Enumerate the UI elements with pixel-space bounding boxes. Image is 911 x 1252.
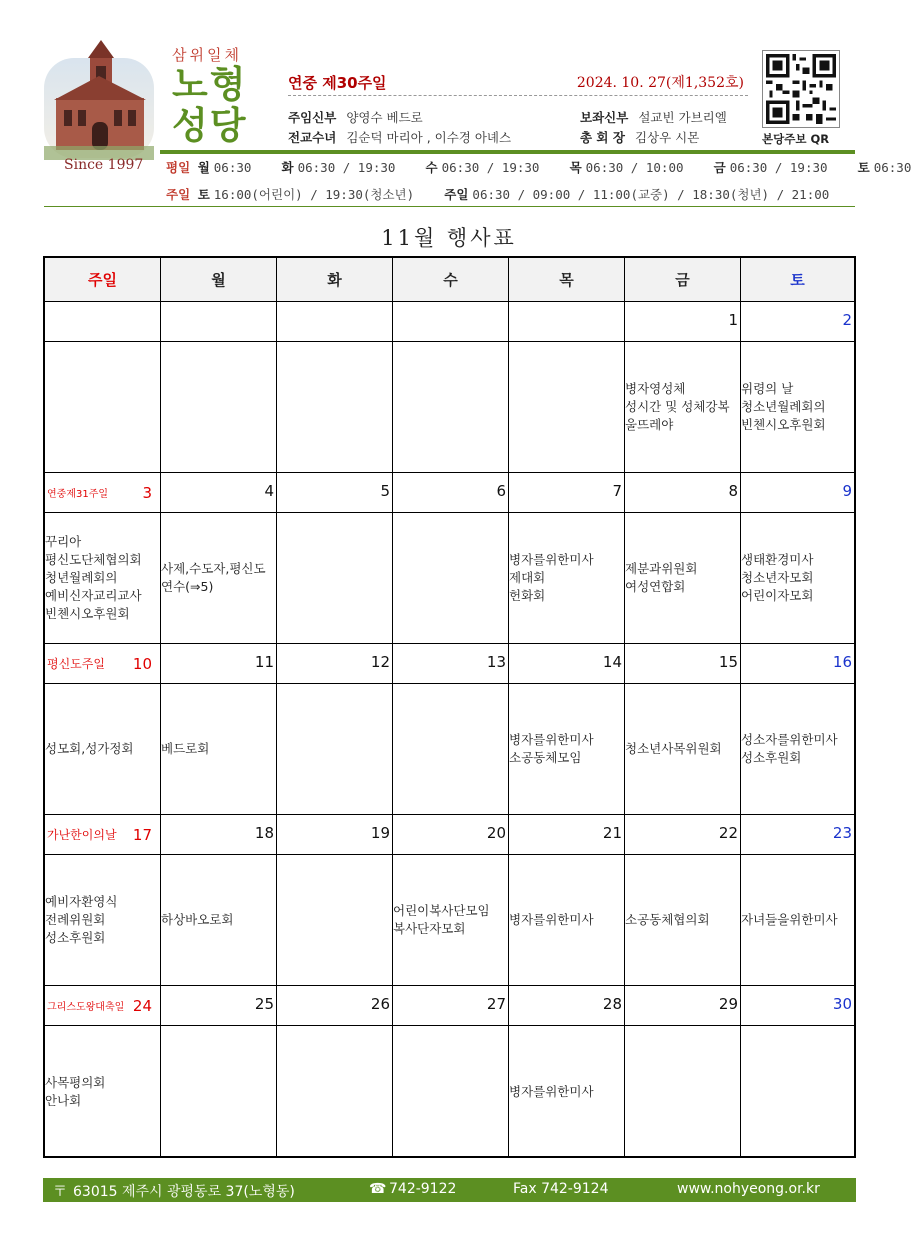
sunday-date-cell[interactable] [45,644,161,684]
day-fri: 금 [713,160,726,175]
date-cell[interactable]: 22 [625,815,741,855]
event-cell[interactable] [277,342,393,473]
event-item: 병자를위한미사 [509,912,594,927]
staff-pastor [288,108,423,126]
event-item: 성소자를위한미사 [741,732,838,747]
event-cell[interactable] [741,855,854,986]
event-item: 하상바오로회 [161,912,234,927]
church-building-icon [44,38,154,164]
date-cell[interactable]: 25 [161,986,277,1026]
event-cell[interactable] [393,513,509,644]
date-cell[interactable]: 19 [277,815,393,855]
event-cell[interactable] [161,1026,277,1157]
date-number: 10 [132,654,152,673]
event-item: 사목평의회 [45,1074,106,1090]
footer-bar [43,1178,856,1202]
event-cell[interactable] [625,684,741,815]
event-item: 헌화회 [509,588,546,603]
date-cell[interactable]: 9 [741,473,854,513]
date-cell[interactable]: 6 [393,473,509,513]
date-cell[interactable]: 1 [625,302,741,342]
postal-mark-icon: 〒 [53,1184,67,1200]
weekday-header-tue: 화 [277,258,393,302]
day-tue: 화 [281,160,294,175]
event-item: 꾸리아 [45,534,82,549]
event-cell[interactable] [509,342,625,473]
event-item: 안나회 [45,1092,82,1108]
date-cell[interactable]: 14 [509,644,625,684]
date-cell[interactable]: 7 [509,473,625,513]
date-cell[interactable]: 18 [161,815,277,855]
date-cell[interactable]: 15 [625,644,741,684]
event-item: 복사단자모회 [393,921,466,936]
date-cell[interactable] [45,302,161,342]
event-item: 여성연합회 [625,579,686,594]
parish-name-line1: 노형 [172,63,248,106]
date-cell[interactable]: 29 [625,986,741,1026]
calendar-title: 11월 행사표 [381,226,517,250]
event-item: 성모회,성가정회 [45,741,134,756]
event-item: 성소후원회 [45,930,106,945]
date-cell[interactable] [393,302,509,342]
sunday-date-cell[interactable] [45,986,161,1026]
staff-name: 양영수 베드로 [346,110,423,125]
event-cell[interactable] [161,342,277,473]
footer-website[interactable]: www.nohyeong.or.kr [677,1181,820,1197]
event-item: 평신도단체협의회 [45,552,142,567]
date-cell[interactable] [277,302,393,342]
event-cell[interactable] [45,684,161,815]
event-cell[interactable] [625,1026,741,1157]
header-divider [160,150,855,154]
times-mon: 06:30 [213,160,252,175]
day-mon: 월 [197,160,210,175]
staff-sisters [288,128,511,146]
event-cell[interactable] [45,1026,161,1157]
event-item: 자녀들을위한미사 [741,912,838,927]
event-cell[interactable] [509,513,625,644]
event-item: 예비자환영식 [45,894,118,909]
event-calendar [43,256,856,1158]
staff-name: 김순덕 마리아 , 이수경 아녜스 [346,130,512,145]
telephone-icon: ☎ [369,1181,387,1197]
day-sat-eve: 토 [197,187,210,202]
event-item: 소공동체협의회 [625,912,710,927]
sunday-feast-name: 평신도주일 [47,657,105,671]
date-cell[interactable]: 21 [509,815,625,855]
staff-name: 설교빈 가브리엘 [638,110,727,125]
times-wed: 06:30 / 19:30 [441,160,540,175]
event-item: 성소후원회 [741,750,802,765]
event-item: 사제,수도자,평신도 [161,561,266,576]
bulletin-info [288,70,750,148]
event-cell[interactable] [741,684,854,815]
day-sat: 토 [857,160,870,175]
date-cell[interactable]: 30 [741,986,854,1026]
date-cell[interactable]: 2 [741,302,854,342]
event-cell[interactable] [45,342,161,473]
event-cell[interactable] [277,855,393,986]
date-cell[interactable]: 28 [509,986,625,1026]
event-cell[interactable] [393,342,509,473]
staff-assistant [580,108,727,126]
event-item: 청소년월례회의 [741,399,826,414]
event-item: 울뜨레야 [625,417,674,432]
footer-address: 63015 제주시 광평동로 37(노형동) [73,1184,295,1200]
parish-subtitle: 삼위일체 [172,46,242,64]
event-item: 빈첸시오후원회 [741,417,826,432]
issue-date: 2024. 10. 27(제1,352호) [576,75,744,91]
times-thu: 06:30 / 10:00 [585,160,684,175]
event-cell[interactable] [509,684,625,815]
qr-caption: 본당주보 QR [762,132,830,146]
event-cell[interactable] [741,513,854,644]
event-cell[interactable] [625,855,741,986]
date-cell[interactable]: 12 [277,644,393,684]
event-cell[interactable] [625,342,741,473]
event-item: 청소년사목위원회 [625,741,722,756]
date-cell[interactable]: 11 [161,644,277,684]
parish-name-line2: 성당 [172,104,248,147]
staff-role: 총 회 장 [580,130,625,145]
since-year: Since 1997 [64,157,144,173]
event-cell[interactable] [393,684,509,815]
sunday-feast-name: 연중제31주일 [47,489,109,500]
event-item: 청년월례회의 [45,570,118,585]
date-cell[interactable]: 13 [393,644,509,684]
staff-president [580,128,699,146]
event-cell[interactable] [393,855,509,986]
event-cell[interactable] [277,1026,393,1157]
event-item: 병자를위한미사 [509,1083,594,1099]
date-cell[interactable]: 27 [393,986,509,1026]
event-item: 병자를위한미사 [509,732,594,747]
times-fri: 06:30 / 19:30 [729,160,828,175]
date-cell[interactable]: 4 [161,473,277,513]
schedule-divider [44,206,855,207]
date-number: 3 [142,483,152,502]
event-cell[interactable] [161,513,277,644]
event-cell[interactable] [625,513,741,644]
date-number: 24 [132,996,152,1015]
event-item: 베드로회 [161,741,210,756]
event-item: 병자영성체 [625,381,686,396]
date-cell[interactable]: 5 [277,473,393,513]
times-sun: 06:30 / 09:00 / 11:00(교중) / 18:30(청년) / 21:00 [472,187,830,202]
day-sun: 주일 [444,187,469,202]
weekday-header-fri: 금 [625,258,741,302]
staff-name: 김상우 시몬 [634,130,700,145]
event-cell[interactable] [277,684,393,815]
event-cell[interactable] [741,342,854,473]
event-item: 병자를위한미사 [509,552,594,567]
weekday-header-mon: 월 [161,258,277,302]
qr-code-icon[interactable] [762,50,840,128]
date-cell[interactable] [161,302,277,342]
weekday-header-sat: 토 [741,258,854,302]
event-item: 예비신자교리교사 [45,588,142,603]
event-cell[interactable] [741,1026,854,1157]
event-cell[interactable] [509,855,625,986]
event-cell[interactable] [277,513,393,644]
weekday-header-wed: 수 [393,258,509,302]
event-cell[interactable] [509,1026,625,1157]
event-cell[interactable] [161,684,277,815]
date-cell[interactable]: 26 [277,986,393,1026]
parish-name [172,64,272,146]
sunday-label: 주일 [166,187,191,202]
date-cell[interactable]: 20 [393,815,509,855]
weekday-mass-schedule [166,158,911,176]
event-cell[interactable] [45,513,161,644]
sunday-feast-name: 가난한이의날 [47,828,117,842]
event-cell[interactable] [393,1026,509,1157]
event-item: 소공동체모임 [509,750,582,765]
event-item: 전례위원회 [45,912,106,927]
event-item: 어린이자모회 [741,588,814,603]
event-item: 연수(⇒5) [161,579,214,594]
sunday-mass-schedule [166,185,829,203]
date-cell[interactable]: 23 [741,815,854,855]
event-item: 청소년자모회 [741,570,814,585]
day-thu: 목 [569,160,582,175]
day-wed: 수 [425,160,438,175]
weekday-header-sun: 주일 [45,258,161,302]
staff-role: 전교수녀 [288,130,337,145]
footer-fax: Fax 742-9124 [513,1181,609,1197]
event-item: 제대회 [509,570,546,585]
event-cell[interactable] [161,855,277,986]
liturgical-week: 연중 제30주일 [288,74,387,92]
footer-phone: 742-9122 [389,1181,457,1197]
event-item: 어린이복사단모임 [393,903,490,918]
sunday-date-cell[interactable] [45,815,161,855]
event-item: 제분과위원회 [625,561,698,576]
date-cell[interactable]: 8 [625,473,741,513]
date-number: 17 [132,825,152,844]
times-tue: 06:30 / 19:30 [297,160,396,175]
sunday-feast-name: 그리스도왕대축일 [47,1002,125,1013]
weekday-label: 평일 [166,160,191,175]
event-item: 생태환경미사 [741,552,814,567]
times-sat-eve: 16:00(어린이) / 19:30(청소년) [213,187,415,202]
date-cell[interactable]: 16 [741,644,854,684]
event-item: 성시간 및 성체강복 [625,399,730,414]
times-sat: 06:30 [873,160,911,175]
staff-role: 주임신부 [288,110,337,125]
date-cell[interactable] [509,302,625,342]
weekday-header-thu: 목 [509,258,625,302]
staff-role: 보좌신부 [580,110,629,125]
event-cell[interactable] [45,855,161,986]
issue-row [288,70,748,96]
sunday-date-cell[interactable] [45,473,161,513]
event-item: 빈첸시오후원회 [45,606,130,621]
event-item: 위령의 날 [741,381,794,396]
